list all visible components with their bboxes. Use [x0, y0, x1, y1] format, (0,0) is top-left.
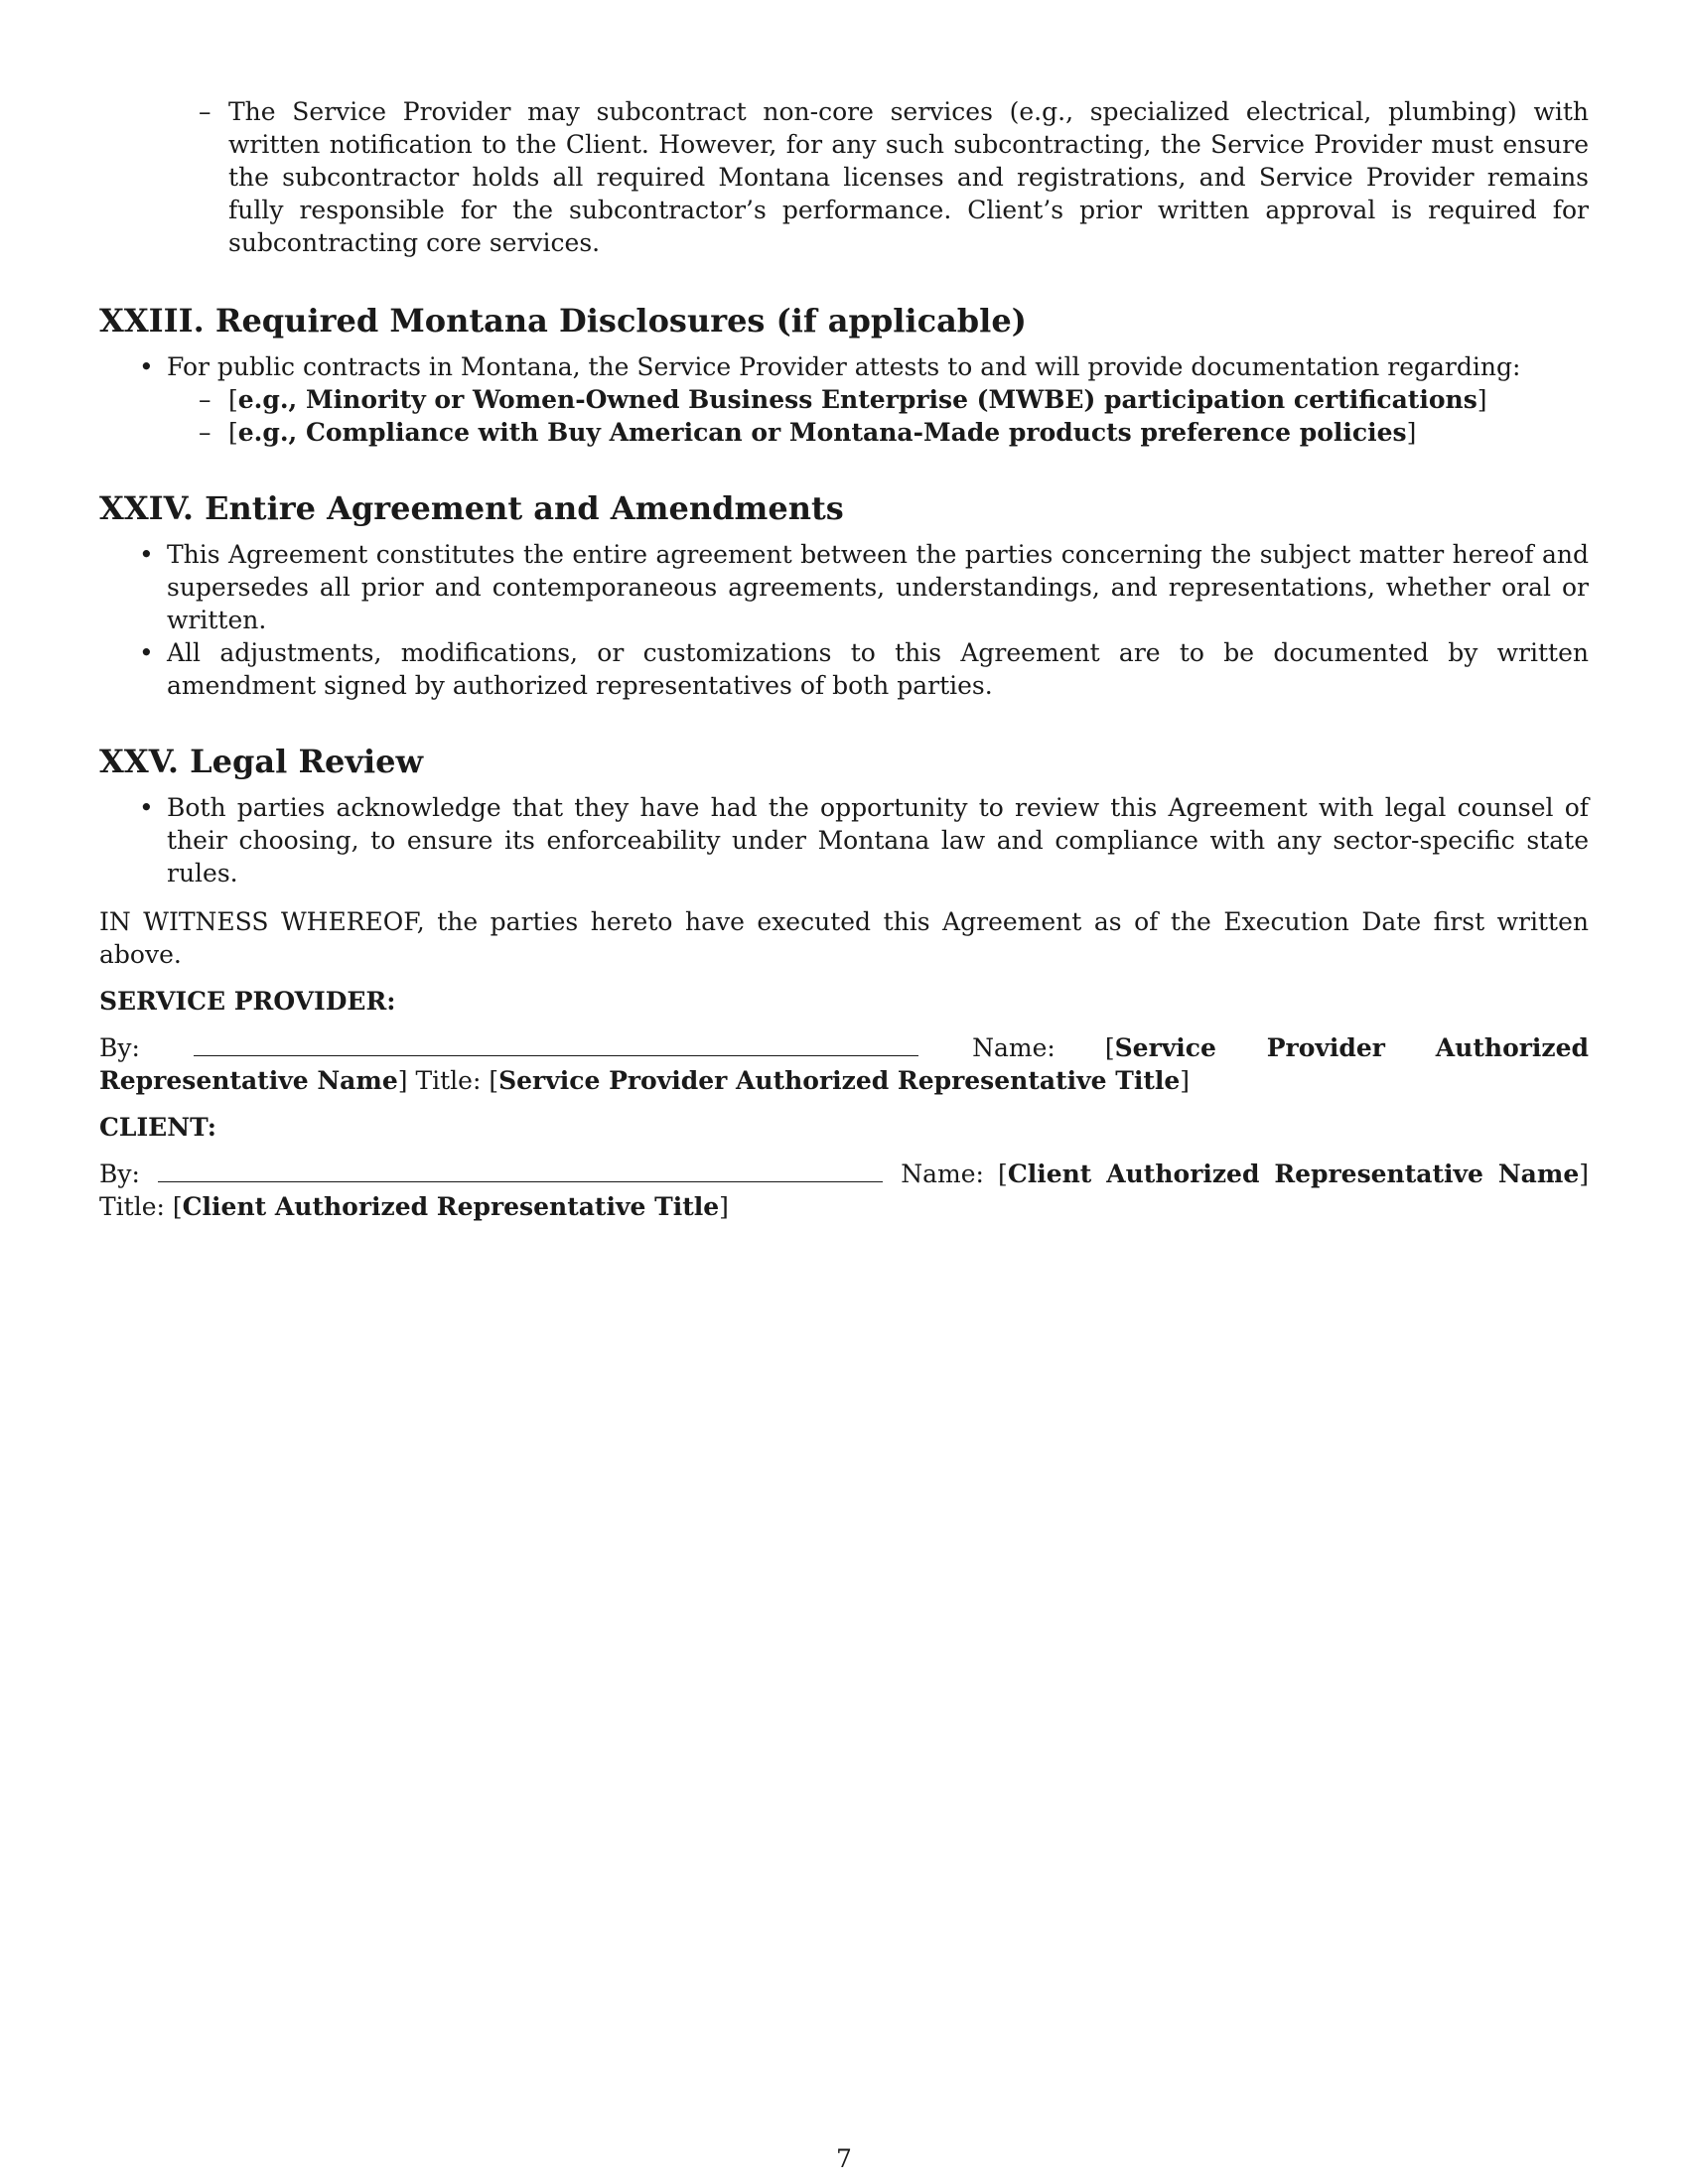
name-label: Name: [901, 1160, 984, 1188]
list-item-text: All adjustments, modifications, or customizations to this Agreement are to be documented by written amendment signed by authorized representatives of both parties. [167, 638, 1589, 700]
client-signature-block: By: Name: [Client Authorized Representative Name] Title: [Client Authorized Representative Title] [99, 1160, 1590, 1221]
list-item [99, 538, 1589, 636]
section-heading-xxiv: XXIV. Entire Agreement and Amendments [99, 489, 844, 527]
section-heading-xxv: XXV. Legal Review [99, 743, 424, 780]
document-page [99, 95, 1589, 1223]
dash-marker: – [199, 97, 211, 126]
sub-list-item: – [e.g., Compliance with Buy American or Montana-Made products preference policies] [199, 418, 1417, 447]
subcontracting-clause [99, 95, 1589, 259]
list-item [99, 791, 1589, 889]
placeholder-buy-american: e.g., Compliance with Buy American or Montana-Made products preference policies [237, 418, 1407, 447]
by-label: By: [99, 1033, 140, 1062]
list-item-text: Both parties acknowledge that they have had the opportunity to review this Agreement with legal counsel of their choosing, to ensure its enforceability under Montana law and compliance with any sector-specific state rules. [167, 793, 1589, 887]
client-rep-title: Client Authorized Representative Title [182, 1192, 720, 1221]
provider-signature-line[interactable] [194, 1033, 918, 1056]
bullet-marker: • [139, 638, 154, 667]
subcontracting-text: The Service Provider may subcontract non-core services (e.g., specialized electrical, plumbing) with written notification to the Client. However, for any such subcontracting, the Service Provider must ensure the subcontractor holds all required Montana licenses and registrations, and Service Provider remains fully responsible for the subcontractor’s performance. Client’s prior written approval is required for subcontracting core services. [228, 97, 1589, 257]
bullet-marker: • [139, 540, 154, 569]
provider-rep-name: Service Provider Authorized Representative Name [99, 1033, 1590, 1095]
title-label: Title: [415, 1066, 482, 1095]
placeholder-mwbe: e.g., Minority or Women-Owned Business Enterprise (MWBE) participation certifications [237, 385, 1477, 414]
bullet-marker: • [139, 793, 154, 822]
client-signature-line[interactable] [158, 1160, 883, 1182]
section-xxiii-list [99, 350, 1589, 449]
section-heading-xxiii: XXIII. Required Montana Disclosures (if applicable) [99, 302, 1027, 340]
bullet-marker: • [139, 352, 154, 381]
client-rep-name: Client Authorized Representative Name [1007, 1160, 1580, 1188]
witness-statement: IN WITNESS WHEREOF, the parties hereto have executed this Agreement as of the Execution Date first written above. [99, 907, 1589, 969]
page-number: 7 [836, 2144, 852, 2173]
sub-list-item: – [e.g., Minority or Women-Owned Business Enterprise (MWBE) participation certifications] [199, 385, 1487, 414]
section-xxiv-list [99, 538, 1589, 702]
dash-marker: – [199, 418, 211, 447]
list-item [99, 636, 1589, 702]
section-xxv-list [99, 791, 1589, 889]
provider-rep-title: Service Provider Authorized Representative Title [498, 1066, 1181, 1095]
client-signature-heading: CLIENT: [99, 1113, 217, 1142]
provider-signature-block: By: Name: [Service Provider Authorized Representative Name] Title: [Service Provider Authorized Representative Title] [99, 1033, 1590, 1095]
list-item-text: This Agreement constitutes the entire agreement between the parties concerning the subject matter hereof and supersedes all prior and contemporaneous agreements, understandings, and representations, whether oral or written. [167, 540, 1589, 634]
list-item [99, 350, 1589, 383]
name-label: Name: [972, 1033, 1055, 1062]
list-item-text: For public contracts in Montana, the Service Provider attests to and will provide documentation regarding: [167, 352, 1521, 381]
provider-signature-heading: SERVICE PROVIDER: [99, 987, 396, 1016]
dash-marker: – [199, 385, 211, 414]
by-label: By: [99, 1160, 140, 1188]
title-label: Title: [99, 1192, 165, 1221]
